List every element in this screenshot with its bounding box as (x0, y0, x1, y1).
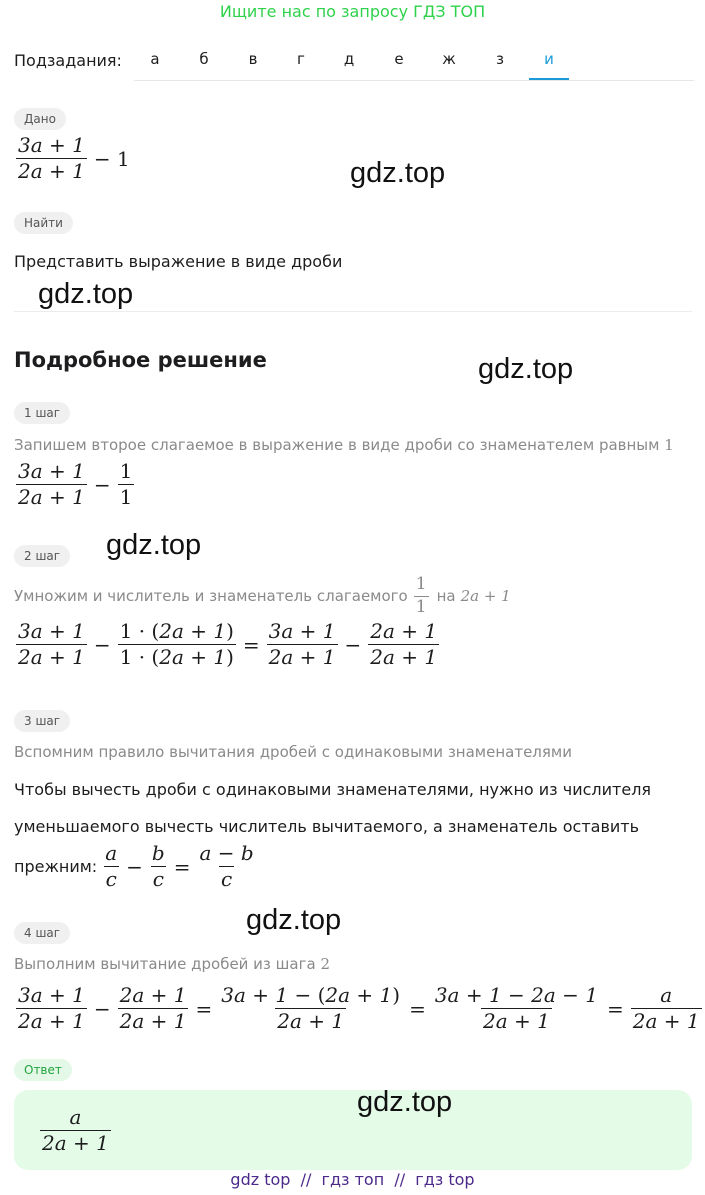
watermark: gdz.top (357, 1086, 453, 1118)
step-2-note-mid: на (436, 587, 456, 606)
step-2-note-text: Умножим и числитель и знаменатель слагаемого (14, 587, 408, 606)
watermark: gdz.top (38, 278, 134, 310)
given-denominator: 2a + 1 (18, 159, 85, 183)
subtasks-label: Подзадания: (14, 51, 122, 70)
tab-b[interactable]: б (199, 50, 209, 68)
find-badge: Найти (14, 212, 73, 234)
step-1-note-text: Запишем второе слагаемое в выражение в виде дроби со знаменателем равным (14, 436, 660, 454)
tab-v[interactable]: в (248, 50, 258, 68)
given-expression (14, 134, 135, 183)
step-3-badge: 3 шаг (14, 710, 70, 732)
step-4-badge: 4 шаг (14, 922, 70, 944)
subtasks-tabs (134, 48, 694, 81)
step-1-note-value: 1 (664, 436, 674, 454)
watermark: gdz.top (478, 353, 574, 385)
step-2-note-frac-den: 1 (415, 596, 427, 617)
answer-numerator: a (69, 1105, 82, 1129)
step-3-rule-line3: прежним: $\frac{a}{c}$ − $\frac{b}{c}$ = $\frac{a - b}{c}$ (14, 841, 254, 891)
answer-denominator: 2a + 1 (42, 1131, 109, 1155)
step-1-badge: 1 шаг (14, 402, 70, 424)
step-3-rule-line2: уменьшаемого вычесть числитель вычитаемого, а знаменатель оставить (14, 817, 640, 836)
answer-box (14, 1090, 692, 1170)
step-3-rule-line3-text: прежним: (14, 857, 98, 876)
divider (14, 311, 692, 312)
watermark: gdz.top (350, 157, 446, 189)
step-2-note (14, 575, 511, 617)
given-numerator: 3a + 1 (18, 133, 85, 157)
tab-g[interactable]: г (297, 50, 305, 68)
answer-expression (38, 1106, 113, 1155)
step-4-note-text: Выполним вычитание дробей из шага (14, 955, 316, 973)
find-text: Представить выражение в виде дроби (14, 252, 343, 271)
answer-badge: Ответ (14, 1059, 72, 1081)
solution-title: Подробное решение (14, 348, 267, 372)
step-2-badge: 2 шаг (14, 545, 70, 567)
step-4-expression: $\frac{3a + 1}{2a + 1}$ − $\frac{2a + 1}{2a + 1}$ = $\frac{3a + 1 - (2a + 1)}{2a + 1}$ = $\frac{3a + 1 - 2a - 1}{2a + 1}$ = $\frac{a}{2a + 1}$ (18, 983, 700, 1033)
tab-zh[interactable]: ж (442, 50, 456, 68)
step-3-note: Вспомним правило вычитания дробей с одинаковыми знаменателями (14, 743, 572, 761)
step-2-expression: $\frac{3a + 1}{2a + 1}$ − $\frac{1 \cdot (2a + 1)}{1 \cdot (2a + 1)}$ = $\frac{3a + 1}{2a + 1}$ − $\frac{2a + 1}{2a + 1}$ (18, 619, 438, 669)
step-2-note-frac-num: 1 (415, 574, 427, 594)
step-3-rule-line1: Чтобы вычесть дроби с одинаковыми знаменателями, нужно из числителя (14, 780, 652, 799)
given-badge: Дано (14, 108, 66, 130)
tab-z[interactable]: з (496, 50, 504, 68)
given-rest: − 1 (93, 146, 130, 171)
watermark: gdz.top (106, 529, 202, 561)
tab-e[interactable]: е (394, 50, 404, 68)
tab-d[interactable]: д (343, 50, 355, 68)
step-2-note-value: 2a + 1 (460, 587, 511, 606)
step-4-note (14, 955, 330, 973)
promo-banner: Ищите нас по запросу ГДЗ ТОП (219, 2, 486, 21)
step-1-note (14, 436, 674, 454)
step-4-note-value: 2 (320, 955, 330, 973)
tab-a[interactable]: а (150, 50, 160, 68)
tab-i[interactable]: и (529, 50, 569, 80)
footer-links[interactable]: gdz top // гдз топ // гдз top (230, 1170, 475, 1189)
watermark: gdz.top (246, 904, 342, 936)
step-1-expression: $\frac{3a + 1}{2a + 1}$ − $\frac{1}{1}$ (18, 459, 133, 509)
